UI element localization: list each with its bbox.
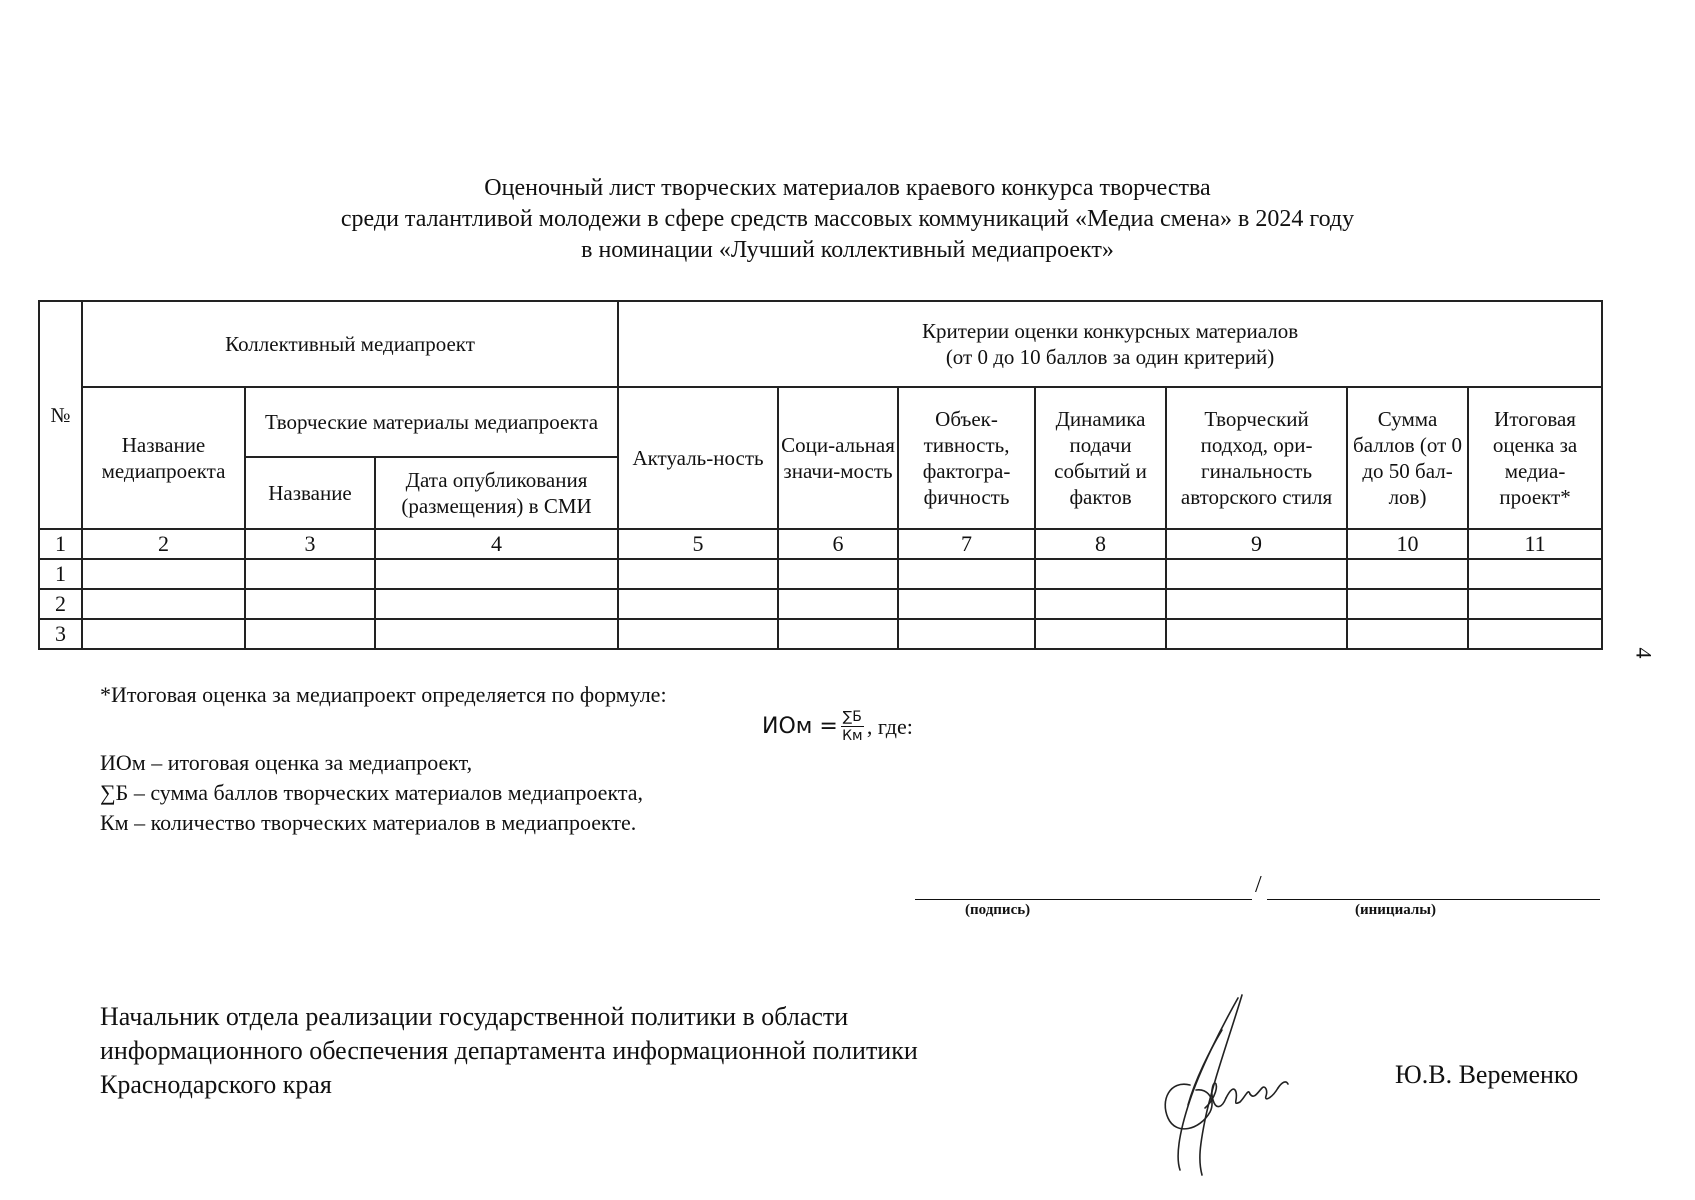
header-material-date: Дата опубликования (размещения) в СМИ — [375, 457, 618, 529]
empty-cell[interactable] — [618, 619, 778, 649]
formula-tail: , где: — [866, 713, 913, 739]
empty-cell[interactable] — [1468, 619, 1602, 649]
empty-cell[interactable] — [778, 589, 898, 619]
empty-cell[interactable] — [898, 589, 1035, 619]
title-line-1: Оценочный лист творческих материалов краевого конкурса творчества — [484, 175, 1211, 201]
signature-separator: / — [1255, 872, 1262, 898]
row-number: 1 — [39, 559, 82, 589]
empty-cell[interactable] — [898, 559, 1035, 589]
column-number: 1 — [39, 529, 82, 559]
empty-cell[interactable] — [1468, 559, 1602, 589]
empty-cell[interactable] — [375, 619, 618, 649]
header-criterion-relevance: Актуаль-ность — [618, 387, 778, 529]
column-number: 2 — [82, 529, 245, 559]
formula — [762, 708, 913, 745]
empty-cell[interactable] — [375, 559, 618, 589]
empty-cell[interactable] — [82, 559, 245, 589]
initials-caption: (инициалы) — [1355, 902, 1436, 918]
header-criteria-line-2: (от 0 до 10 баллов за один критерий) — [945, 345, 1275, 369]
column-number: 6 — [778, 529, 898, 559]
row-number: 3 — [39, 619, 82, 649]
column-number: 3 — [245, 529, 375, 559]
evaluation-table — [38, 300, 1603, 650]
empty-cell[interactable] — [1035, 559, 1166, 589]
formula-fraction — [841, 708, 864, 745]
empty-cell[interactable] — [778, 619, 898, 649]
header-no: № — [39, 301, 82, 529]
column-number: 8 — [1035, 529, 1166, 559]
empty-cell[interactable] — [245, 589, 375, 619]
table-row — [39, 559, 1602, 589]
empty-cell[interactable] — [618, 559, 778, 589]
header-sum-of-points: Сумма баллов (от 0 до 50 бал-лов) — [1347, 387, 1468, 529]
empty-cell[interactable] — [778, 559, 898, 589]
table-row — [39, 589, 1602, 619]
title-line-3: в номинации «Лучший коллективный медиапроект» — [581, 237, 1114, 263]
empty-cell[interactable] — [1468, 589, 1602, 619]
definition-item: Км – количество творческих материалов в медиапроекте. — [100, 810, 637, 835]
empty-cell[interactable] — [1166, 619, 1347, 649]
header-materials-group: Творческие материалы медиапроекта — [245, 387, 618, 457]
handwritten-signature — [1150, 990, 1300, 1180]
header-criterion-dynamics: Динамика подачи событий и фактов — [1035, 387, 1166, 529]
column-number: 11 — [1468, 529, 1602, 559]
position-line-1: Начальник отдела реализации государственной политики в области — [100, 1002, 849, 1031]
header-project-name: Название медиапроекта — [82, 387, 245, 529]
empty-cell[interactable] — [245, 559, 375, 589]
empty-cell[interactable] — [1035, 619, 1166, 649]
header-criterion-social-significance: Соци-альная значи-мость — [778, 387, 898, 529]
title-line-2: среди талантливой молодежи в сфере средств массовых коммуникаций «Медиа смена» в 2024 году — [340, 206, 1355, 232]
column-number: 7 — [898, 529, 1035, 559]
empty-cell[interactable] — [1166, 559, 1347, 589]
column-number: 5 — [618, 529, 778, 559]
position-line-2: информационного обеспечения департамента информационной политики — [100, 1036, 918, 1065]
column-number: 9 — [1166, 529, 1347, 559]
empty-cell[interactable] — [245, 619, 375, 649]
column-number: 4 — [375, 529, 618, 559]
formula-denominator: Км — [842, 728, 863, 744]
formula-numerator: ∑Б — [842, 709, 862, 725]
initials-line[interactable] — [1267, 899, 1600, 900]
official-position — [100, 1000, 918, 1102]
header-criterion-objectivity: Объек-тивность, фактогра-фичность — [898, 387, 1035, 529]
empty-cell[interactable] — [1035, 589, 1166, 619]
empty-cell[interactable] — [375, 589, 618, 619]
definitions — [100, 748, 643, 838]
empty-cell[interactable] — [1347, 619, 1468, 649]
empty-cell[interactable] — [618, 589, 778, 619]
header-criteria-line-1: Критерии оценки конкурсных материалов — [921, 319, 1299, 343]
empty-cell[interactable] — [898, 619, 1035, 649]
official-name: Ю.В. Веременко — [1395, 1060, 1579, 1089]
definition-item: ИОм – итоговая оценка за медиапроект, — [100, 750, 473, 775]
empty-cell[interactable] — [1347, 589, 1468, 619]
empty-cell[interactable] — [82, 619, 245, 649]
column-number: 10 — [1347, 529, 1468, 559]
header-criteria — [618, 301, 1602, 387]
table-row — [39, 619, 1602, 649]
signature-caption: (подпись) — [965, 902, 1031, 918]
footnote: *Итоговая оценка за медиапроект определяется по формуле: — [100, 682, 667, 707]
header-collective-project: Коллективный медиапроект — [82, 301, 618, 387]
empty-cell[interactable] — [1347, 559, 1468, 589]
document-title — [0, 173, 1695, 266]
header-final-score: Итоговая оценка за медиа-проект* — [1468, 387, 1602, 529]
definition-item: ∑Б – сумма баллов творческих материалов медиапроекта, — [100, 780, 643, 805]
row-number: 2 — [39, 589, 82, 619]
signature-line[interactable] — [915, 899, 1252, 900]
page-number: 4 — [1631, 647, 1657, 659]
empty-cell[interactable] — [1166, 589, 1347, 619]
position-line-3: Краснодарского края — [100, 1070, 332, 1099]
empty-cell[interactable] — [82, 589, 245, 619]
header-material-name: Название — [245, 457, 375, 529]
formula-lhs: ИОм = — [762, 714, 838, 739]
header-criterion-creativity: Творческий подход, ори-гинальность авторского стиля — [1166, 387, 1347, 529]
